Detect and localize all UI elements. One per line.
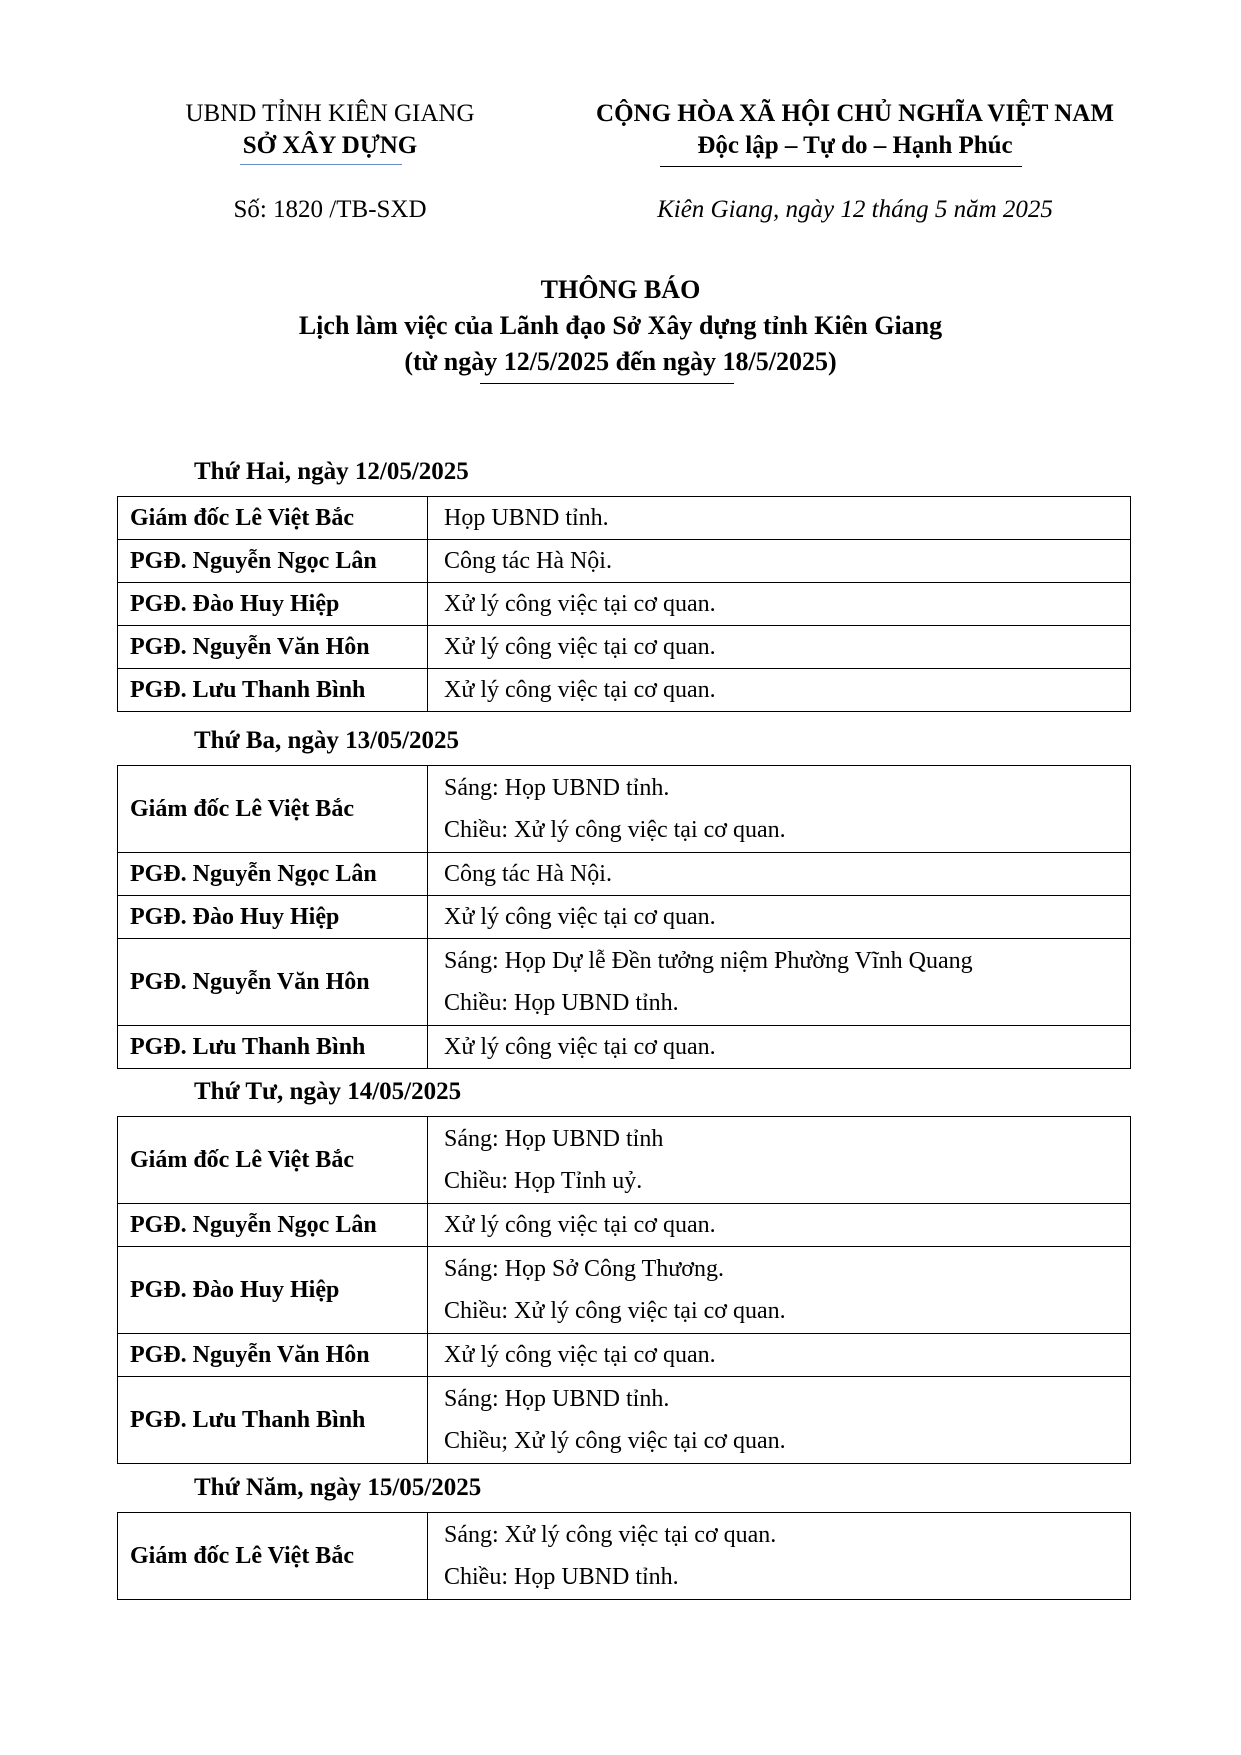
doc-number: Số: 1820 /TB-SXD xyxy=(233,196,427,223)
task-line: Chiều: Họp UBND tỉnh. xyxy=(444,990,679,1016)
motto: Độc lập – Tự do – Hạnh Phúc xyxy=(697,132,1013,159)
task-line: Họp UBND tỉnh. xyxy=(444,504,609,531)
task-cell xyxy=(428,1334,1131,1377)
task-line: Sáng: Xử lý công việc tại cơ quan. xyxy=(444,1522,777,1548)
table-row xyxy=(118,1026,1131,1069)
day-heading: Thứ Ba, ngày 13/05/2025 xyxy=(194,727,460,754)
task-line: Công tác Hà Nội. xyxy=(444,547,612,574)
table-row xyxy=(118,1513,1131,1600)
table-row xyxy=(118,669,1131,712)
day-heading: Thứ Tư, ngày 14/05/2025 xyxy=(194,1078,462,1105)
schedule-table xyxy=(117,496,1131,712)
leader-name: PGĐ. Nguyễn Ngọc Lân xyxy=(118,1204,428,1247)
task-cell xyxy=(428,626,1131,669)
leader-name: Giám đốc Lê Việt Bắc xyxy=(118,1513,428,1600)
task-line: Chiều: Xử lý công việc tại cơ quan. xyxy=(444,817,786,843)
task-cell xyxy=(428,540,1131,583)
leader-name: Giám đốc Lê Việt Bắc xyxy=(118,766,428,853)
table-row xyxy=(118,896,1131,939)
leader-name: PGĐ. Nguyễn Văn Hôn xyxy=(118,939,428,1026)
task-cell xyxy=(428,766,1131,853)
table-row xyxy=(118,583,1131,626)
task-line: Sáng: Họp Dự lễ Đền tưởng niệm Phường Vĩnh Quang xyxy=(444,948,973,974)
leader-name: PGĐ. Đào Huy Hiệp xyxy=(118,583,428,626)
task-cell xyxy=(428,1117,1131,1204)
table-row xyxy=(118,497,1131,540)
leader-name: Giám đốc Lê Việt Bắc xyxy=(118,1117,428,1204)
task-cell xyxy=(428,1204,1131,1247)
agency-block xyxy=(130,98,530,162)
task-line: Xử lý công việc tại cơ quan. xyxy=(444,1341,716,1368)
schedule-table xyxy=(117,765,1131,1069)
schedule-table xyxy=(117,1512,1131,1600)
leader-name: PGĐ. Đào Huy Hiệp xyxy=(118,896,428,939)
title-sub: Lịch làm việc của Lãnh đạo Sở Xây dựng tỉnh Kiên Giang xyxy=(298,311,943,340)
task-cell xyxy=(428,1026,1131,1069)
agency-underline xyxy=(240,164,402,165)
table-row xyxy=(118,853,1131,896)
motto-underline xyxy=(660,166,1022,167)
task-line: Xử lý công việc tại cơ quan. xyxy=(444,633,716,660)
task-cell xyxy=(428,497,1131,540)
nation-name: CỘNG HÒA XÃ HỘI CHỦ NGHĨA VIỆT NAM xyxy=(596,100,1114,127)
task-line: Xử lý công việc tại cơ quan. xyxy=(444,590,716,617)
task-cell xyxy=(428,669,1131,712)
leader-name: PGĐ. Đào Huy Hiệp xyxy=(118,1247,428,1334)
task-line: Sáng: Họp UBND tỉnh. xyxy=(444,775,670,801)
nation-block xyxy=(545,98,1165,162)
task-line: Sáng: Họp UBND tỉnh xyxy=(444,1126,664,1152)
task-line: Xử lý công việc tại cơ quan. xyxy=(444,1211,716,1238)
schedule-table xyxy=(117,1116,1131,1464)
task-cell xyxy=(428,583,1131,626)
leader-name: Giám đốc Lê Việt Bắc xyxy=(118,497,428,540)
table-row xyxy=(118,1117,1131,1204)
table-row xyxy=(118,540,1131,583)
table-row xyxy=(118,1377,1131,1464)
agency-name: SỞ XÂY DỰNG xyxy=(242,132,418,159)
table-row xyxy=(118,1247,1131,1334)
leader-name: PGĐ. Nguyễn Văn Hôn xyxy=(118,626,428,669)
task-line: Công tác Hà Nội. xyxy=(444,860,612,887)
table-row xyxy=(118,939,1131,1026)
task-cell xyxy=(428,853,1131,896)
table-row xyxy=(118,1204,1131,1247)
task-cell xyxy=(428,1377,1131,1464)
task-line: Xử lý công việc tại cơ quan. xyxy=(444,676,716,703)
place-date: Kiên Giang, ngày 12 tháng 5 năm 2025 xyxy=(657,196,1053,223)
task-line: Chiều; Xử lý công việc tại cơ quan. xyxy=(444,1428,786,1454)
task-cell xyxy=(428,896,1131,939)
leader-name: PGĐ. Nguyễn Ngọc Lân xyxy=(118,853,428,896)
title-underline xyxy=(480,383,734,384)
leader-name: PGĐ. Lưu Thanh Bình xyxy=(118,1026,428,1069)
title-range: (từ ngày 12/5/2025 đến ngày 18/5/2025) xyxy=(404,347,837,376)
task-line: Xử lý công việc tại cơ quan. xyxy=(444,1033,716,1060)
table-row xyxy=(118,626,1131,669)
leader-name: PGĐ. Lưu Thanh Bình xyxy=(118,669,428,712)
day-heading: Thứ Năm, ngày 15/05/2025 xyxy=(194,1474,482,1501)
leader-name: PGĐ. Nguyễn Ngọc Lân xyxy=(118,540,428,583)
leader-name: PGĐ. Lưu Thanh Bình xyxy=(118,1377,428,1464)
task-cell xyxy=(428,939,1131,1026)
task-cell xyxy=(428,1513,1131,1600)
task-line: Chiều: Họp Tỉnh uỷ. xyxy=(444,1168,643,1194)
task-line: Sáng: Họp UBND tỉnh. xyxy=(444,1386,670,1412)
agency-parent: UBND TỈNH KIÊN GIANG xyxy=(185,100,475,127)
leader-name: PGĐ. Nguyễn Văn Hôn xyxy=(118,1334,428,1377)
task-line: Sáng: Họp Sở Công Thương. xyxy=(444,1256,724,1282)
task-line: Chiều: Xử lý công việc tại cơ quan. xyxy=(444,1298,786,1324)
task-line: Xử lý công việc tại cơ quan. xyxy=(444,903,716,930)
table-row xyxy=(118,1334,1131,1377)
table-row xyxy=(118,766,1131,853)
day-heading: Thứ Hai, ngày 12/05/2025 xyxy=(194,458,469,485)
task-line: Chiều: Họp UBND tỉnh. xyxy=(444,1564,679,1590)
task-cell xyxy=(428,1247,1131,1334)
document-title xyxy=(0,272,1241,380)
title-main: THÔNG BÁO xyxy=(540,275,701,304)
